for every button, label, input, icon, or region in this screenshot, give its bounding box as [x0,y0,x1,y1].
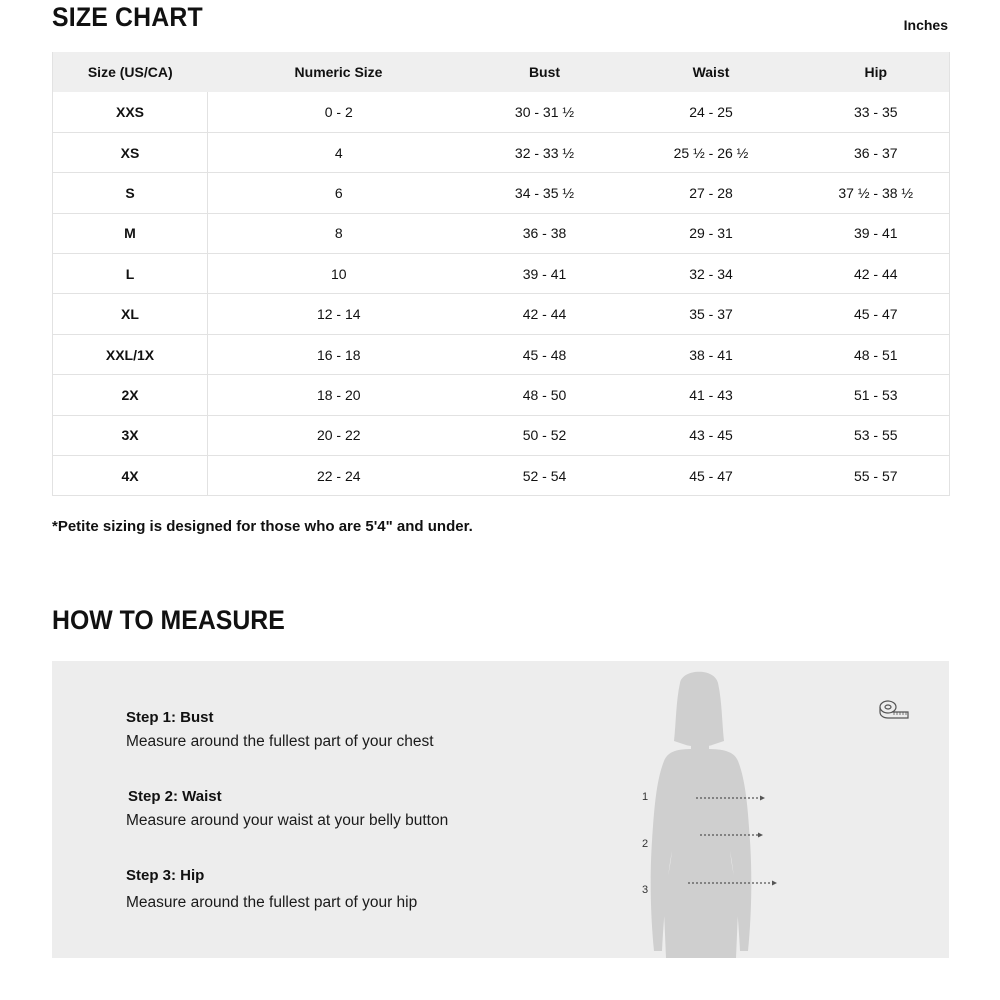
table-row [53,254,950,294]
table-row [53,415,950,455]
waist-cell: 27 - 28 [620,173,803,213]
numeric-size-cell: 20 - 22 [208,415,470,455]
waist-cell: 32 - 34 [620,254,803,294]
body-silhouette-icon [612,671,812,958]
numeric-size-cell: 22 - 24 [208,456,470,496]
waist-cell: 43 - 45 [620,415,803,455]
how-to-measure-title: HOW TO MEASURE [52,605,285,635]
step-1-description: Measure around the fullest part of your chest [126,733,434,750]
size-table [52,52,950,496]
waist-cell: 35 - 37 [620,294,803,334]
hip-cell: 39 - 41 [803,213,950,253]
numeric-size-cell: 4 [208,132,470,172]
waist-cell: 38 - 41 [620,334,803,374]
step-3-title: Step 3: Hip [126,867,205,884]
size-cell: 3X [53,415,208,455]
petite-note: *Petite sizing is designed for those who are 5'4" and under. [52,518,473,535]
bust-cell: 34 - 35 ½ [470,173,620,213]
size-cell: L [53,254,208,294]
size-chart-title: SIZE CHART [52,2,203,32]
waist-cell: 29 - 31 [620,213,803,253]
marker-2-label: 2 [642,838,649,850]
hip-cell: 37 ½ - 38 ½ [803,173,950,213]
table-row [53,334,950,374]
size-cell: 2X [53,375,208,415]
bust-cell: 36 - 38 [470,213,620,253]
column-header-waist: Waist [620,52,803,92]
hip-cell: 53 - 55 [803,415,950,455]
step-1-title: Step 1: Bust [126,709,214,726]
step-2-title: Step 2: Waist [128,788,222,805]
size-cell: XXS [53,92,208,132]
table-row [53,456,950,496]
hip-cell: 51 - 53 [803,375,950,415]
numeric-size-cell: 18 - 20 [208,375,470,415]
hip-cell: 48 - 51 [803,334,950,374]
numeric-size-cell: 8 [208,213,470,253]
bust-cell: 45 - 48 [470,334,620,374]
waist-cell: 41 - 43 [620,375,803,415]
measure-panel [52,661,949,958]
size-cell: XL [53,294,208,334]
bust-cell: 42 - 44 [470,294,620,334]
bust-cell: 48 - 50 [470,375,620,415]
marker-1-label: 1 [642,791,649,803]
bust-cell: 50 - 52 [470,415,620,455]
numeric-size-cell: 0 - 2 [208,92,470,132]
waist-cell: 45 - 47 [620,456,803,496]
waist-cell: 24 - 25 [620,92,803,132]
numeric-size-cell: 16 - 18 [208,334,470,374]
table-row [53,294,950,334]
bust-cell: 30 - 31 ½ [470,92,620,132]
column-header-bust: Bust [470,52,620,92]
table-row [53,375,950,415]
marker-3-label: 3 [642,884,649,896]
hip-cell: 45 - 47 [803,294,950,334]
column-header-size: Size (US/CA) [53,52,208,92]
size-cell: S [53,173,208,213]
table-row [53,92,950,132]
step-3-description: Measure around the fullest part of your hip [126,894,418,911]
hip-cell: 33 - 35 [803,92,950,132]
size-cell: XS [53,132,208,172]
hip-cell: 42 - 44 [803,254,950,294]
table-row [53,132,950,172]
numeric-size-cell: 12 - 14 [208,294,470,334]
size-cell: XXL/1X [53,334,208,374]
size-cell: 4X [53,456,208,496]
size-cell: M [53,213,208,253]
measuring-tape-icon [878,698,910,720]
waist-cell: 25 ½ - 26 ½ [620,132,803,172]
column-header-hip: Hip [803,52,950,92]
table-header-row [53,52,950,92]
units-label: Inches [903,17,948,33]
step-2-description: Measure around your waist at your belly button [126,812,449,829]
table-row [53,213,950,253]
hip-cell: 55 - 57 [803,456,950,496]
bust-cell: 52 - 54 [470,456,620,496]
bust-cell: 32 - 33 ½ [470,132,620,172]
numeric-size-cell: 10 [208,254,470,294]
column-header-numeric-size: Numeric Size [208,52,470,92]
numeric-size-cell: 6 [208,173,470,213]
table-row [53,173,950,213]
bust-cell: 39 - 41 [470,254,620,294]
hip-cell: 36 - 37 [803,132,950,172]
